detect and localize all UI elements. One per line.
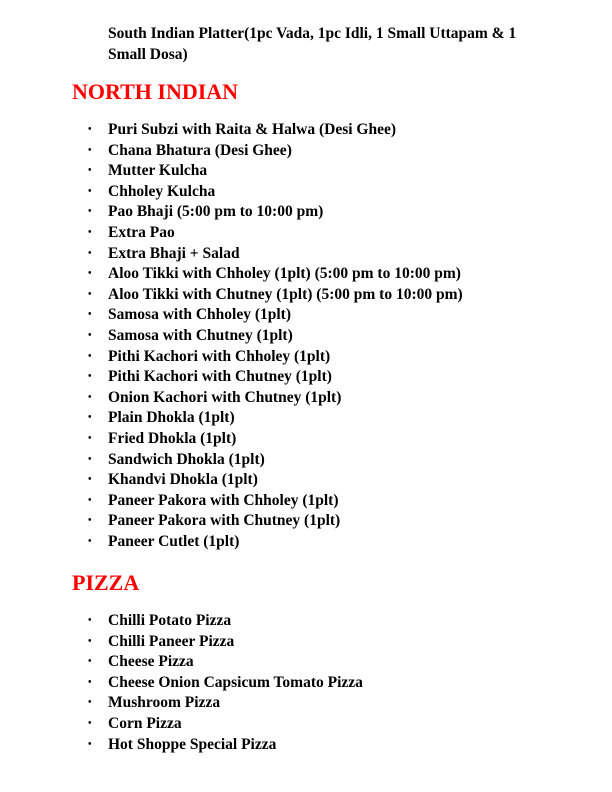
bullet-icon: •: [88, 697, 92, 709]
bullet-icon: •: [88, 165, 92, 177]
menu-item-label: Fried Dhokla (1plt): [108, 429, 237, 447]
menu-item-label: Cheese Onion Capsicum Tomato Pizza: [108, 673, 363, 691]
menu-item: [72, 632, 363, 653]
bullet-icon: •: [88, 144, 92, 156]
menu-list-pizza: [72, 611, 363, 755]
menu-item: [72, 470, 463, 491]
section-pizza: [72, 570, 363, 755]
section-north-indian: [72, 79, 463, 552]
menu-item-label: Aloo Tikki with Chholey (1plt) (5:00 pm to 10:00 pm): [108, 265, 461, 283]
menu-item-label: Khandvi Dhokla (1plt): [108, 471, 258, 489]
bullet-icon: •: [88, 247, 92, 259]
bullet-icon: •: [88, 268, 92, 280]
menu-item: [72, 714, 363, 735]
bullet-icon: •: [88, 535, 92, 547]
bullet-icon: •: [88, 432, 92, 444]
menu-item-label: Extra Bhaji + Salad: [108, 244, 240, 262]
menu-item-label: Mushroom Pizza: [108, 694, 221, 712]
menu-item: [72, 611, 363, 632]
bullet-icon: •: [88, 515, 92, 527]
menu-item-label: Paneer Pakora with Chholey (1plt): [108, 491, 339, 509]
menu-item: [72, 326, 463, 347]
bullet-icon: •: [88, 635, 92, 647]
bullet-icon: •: [88, 676, 92, 688]
menu-item: [72, 652, 363, 673]
menu-item: [72, 388, 463, 409]
menu-item-label: Chilli Paneer Pizza: [108, 632, 235, 650]
menu-item: [72, 693, 363, 714]
menu-item-label: Mutter Kulcha: [108, 162, 208, 180]
menu-item-label: Chana Bhatura (Desi Ghee): [108, 141, 292, 159]
bullet-icon: •: [88, 494, 92, 506]
menu-item-label: Onion Kachori with Chutney (1plt): [108, 388, 342, 406]
menu-item: [72, 450, 463, 471]
menu-item: [72, 120, 463, 141]
section-heading-north-indian: NORTH INDIAN: [72, 79, 239, 104]
menu-item: [72, 285, 463, 306]
menu-list-north-indian: [72, 120, 463, 552]
menu-item: [72, 223, 463, 244]
menu-item: [72, 141, 463, 162]
bullet-icon: •: [88, 309, 92, 321]
menu-item: [72, 161, 463, 182]
menu-item: [72, 408, 463, 429]
bullet-icon: •: [88, 615, 92, 626]
bullet-icon: •: [88, 717, 92, 729]
menu-item-label: Pithi Kachori with Chholey (1plt): [108, 347, 331, 365]
menu-item: [72, 532, 463, 553]
menu-item-label: Chilli Potato Pizza: [108, 612, 232, 629]
bullet-icon: •: [88, 329, 92, 341]
menu-item-label: Samosa with Chholey (1plt): [108, 306, 292, 324]
bullet-icon: •: [88, 185, 92, 197]
menu-item: [72, 182, 463, 203]
menu-item-label: Hot Shoppe Special Pizza: [108, 735, 277, 753]
menu-item: [72, 202, 463, 223]
menu-item: [72, 735, 363, 756]
bullet-icon: •: [88, 474, 92, 486]
menu-item: [72, 305, 463, 326]
menu-item: [72, 511, 463, 532]
menu-item-label: Chholey Kulcha: [108, 182, 216, 200]
menu-item-label: Puri Subzi with Raita & Halwa (Desi Ghee): [108, 121, 397, 138]
bullet-icon: •: [88, 656, 92, 668]
menu-item-label: Paneer Pakora with Chutney (1plt): [108, 512, 341, 530]
bullet-icon: •: [88, 371, 92, 383]
menu-item-south-indian-platter: South Indian Platter(1pc Vada, 1pc Idli, 1 Small Uttapam & 1 Small Dosa): [108, 25, 517, 63]
bullet-icon: •: [88, 288, 92, 300]
bullet-icon: •: [88, 206, 92, 218]
menu-item-label: Pao Bhaji (5:00 pm to 10:00 pm): [108, 203, 324, 221]
menu-item-label: Sandwich Dhokla (1plt): [108, 450, 265, 468]
menu-item: [72, 429, 463, 450]
bullet-icon: •: [88, 124, 92, 135]
bullet-icon: •: [88, 738, 92, 750]
bullet-icon: •: [88, 391, 92, 403]
menu-item: [72, 673, 363, 694]
menu-item-label: Paneer Cutlet (1plt): [108, 532, 240, 550]
menu-item-label: Corn Pizza: [108, 714, 182, 732]
menu-item: [72, 367, 463, 388]
menu-item: [72, 347, 463, 368]
bullet-icon: •: [88, 453, 92, 465]
bullet-icon: •: [88, 226, 92, 238]
bullet-icon: •: [88, 350, 92, 362]
menu-item: [72, 244, 463, 265]
menu-item-label: Cheese Pizza: [108, 653, 194, 671]
section-heading-pizza: PIZZA: [72, 570, 140, 595]
menu-item-label: Samosa with Chutney (1plt): [108, 326, 293, 344]
menu-item-label: Pithi Kachori with Chutney (1plt): [108, 368, 332, 386]
menu-item-label: Plain Dhokla (1plt): [108, 409, 235, 427]
bullet-icon: •: [88, 412, 92, 424]
menu-item-label: Extra Pao: [108, 223, 175, 241]
menu-item: [72, 491, 463, 512]
menu-item: [72, 264, 463, 285]
menu-item-label: Aloo Tikki with Chutney (1plt) (5:00 pm to 10:00 pm): [108, 285, 463, 303]
